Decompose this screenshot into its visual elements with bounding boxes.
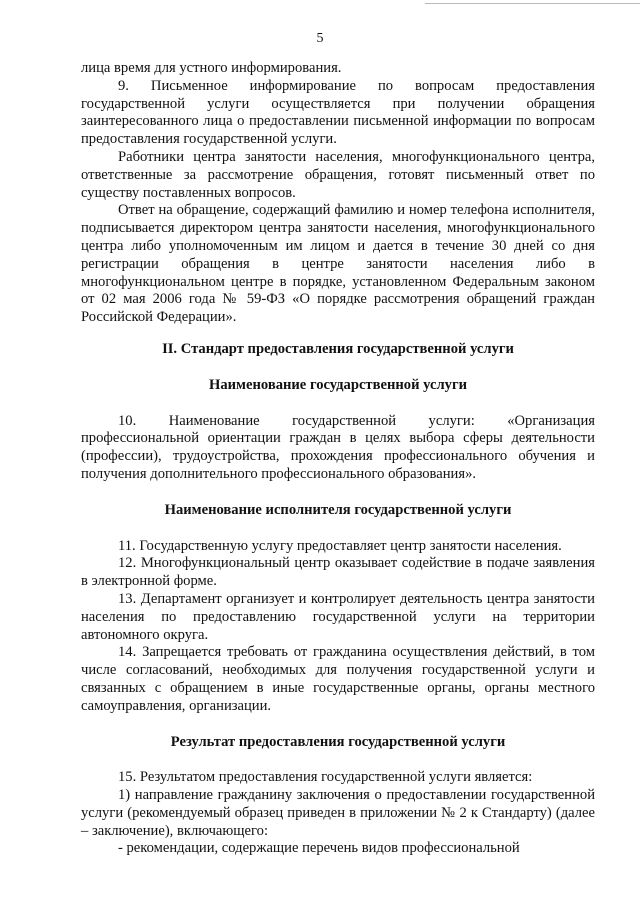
- paragraph-13: 13. Департамент организует и контролирует деятельность центра занятости населения по предоставлению государственной услуги на территории автономного округа.: [81, 590, 595, 643]
- subheading-executor-name: Наименование исполнителя государственной услуги: [164, 501, 512, 518]
- document-body: [81, 60, 595, 858]
- paragraph-14: 14. Запрещается требовать от гражданина осуществления действий, в том числе согласований, необходимых для получения государственной услуги и связанных с обращением в иные государственные органы, органы местного самоуправления, организации.: [81, 644, 595, 714]
- paragraph-12: 12. Многофункциональный центр оказывает содействие в подаче заявления в электронной форме.: [81, 555, 595, 590]
- section-heading-standard: II. Стандарт предоставления государственной услуги: [162, 340, 514, 357]
- paragraph-15-item-1: 1) направление гражданину заключения о предоставлении государственной услуги (рекомендуемый образец приведен в приложении № 2 к Стандарту) (далее – заключение), включающего:: [81, 787, 595, 839]
- paragraph-10: 10. Наименование государственной услуги: «Организация профессиональной ориентации граждан в целях выбора сферы деятельности (профессии), трудоустройства, прохождения профессионального обучения и получения дополнительного профессионального образования».: [81, 412, 595, 482]
- paragraph-9-answer: Ответ на обращение, содержащий фамилию и номер телефона исполнителя, подписывается директором центра занятости населения, многофункционального центра либо уполномоченным им лицом и дается в течение 30 дней со дня регистрации обращения в центре занятости населения либо в многофункциональном центре в порядке, установленном Федеральным законом от 02 мая 2006 года № 59-ФЗ «О порядке рассмотрения обращений граждан Российской Федерации».: [81, 202, 595, 326]
- paragraph-11: 11. Государственную услугу предоставляет центр занятости населения.: [118, 537, 562, 554]
- page-number: 5: [316, 31, 324, 46]
- paragraph-9: 9. Письменное информирование по вопросам предоставления государственной услуги осуществляется при получении обращения заинтересованного лица о предоставлении письменной информации по вопросам предоставления государственной услуги.: [81, 77, 595, 148]
- subheading-result: Результат предоставления государственной услуги: [170, 733, 506, 750]
- paragraph-continuation: лица время для устного информирования.: [81, 60, 342, 76]
- paragraph-15-bullet: - рекомендации, содержащие перечень видов профессиональной: [118, 840, 520, 857]
- top-edge-rule: [425, 3, 640, 4]
- paragraph-9-employees: Работники центра занятости населения, многофункционального центра, ответственные за рассмотрение обращения, готовят письменный ответ по существу поставленных вопросов.: [81, 148, 595, 201]
- paragraph-15: 15. Результатом предоставления государственной услуги является:: [118, 769, 533, 786]
- subheading-service-name: Наименование государственной услуги: [209, 376, 467, 393]
